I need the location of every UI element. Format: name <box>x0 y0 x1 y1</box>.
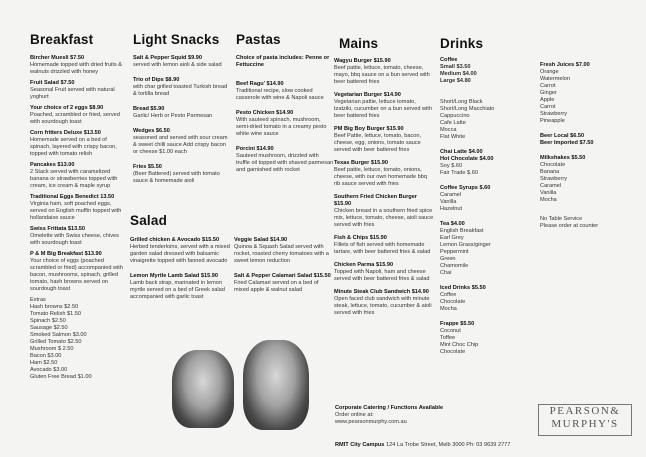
menu-item-desc: (Beer Battered) served with tomato sauce & homemade aioli <box>133 171 220 184</box>
mains-list <box>334 58 434 323</box>
menu-item-name: Traditional Eggs Benedict 13.50 <box>30 194 115 200</box>
coffee-title: Coffee <box>440 57 458 63</box>
coffee-size: Large $4.80 <box>440 78 471 84</box>
menu-item-desc: Fried Calamari served on a bed of mixed apple & walnut salad <box>234 280 319 293</box>
menu-item-desc: Vegetarian pattie, lettuce tomato, tzatziki, cucumber on a bun served with beer battered fries <box>334 99 432 119</box>
extra-item: Ham $2.50 <box>30 360 58 366</box>
pastas-intro: Choice of pasta includes: Penne or Fettuccine <box>236 55 330 68</box>
breakfast-list <box>30 55 128 381</box>
iced-title: Iced Drinks $5.50 <box>440 285 486 291</box>
menu-item-name: Fruit Salad $7.50 <box>30 80 75 86</box>
menu-item <box>130 237 230 265</box>
menu-item-desc: 2 Stack served with caramelized banana or strawberries topped with cream, ice cream & maple syrup <box>30 169 118 189</box>
milk-option: Fair Trade $.60 <box>440 170 478 176</box>
milkshake-item: Strawberry <box>540 176 568 182</box>
menu-item <box>234 237 334 265</box>
menu-item-name: Wagyu Burger $15.90 <box>334 58 391 64</box>
menu-item-name: Pancakes $13.00 <box>30 162 75 168</box>
frappe-item: Coconut <box>440 328 461 334</box>
menu-item-desc: Homemade topped with dried fruits & walnuts drizzled with honey <box>30 62 123 75</box>
frappe-title: Frappe $5.50 <box>440 321 475 327</box>
syrups-title: Coffee Syrups $.60 <box>440 185 491 191</box>
catering-block <box>335 405 515 426</box>
menu-item-name: Fries $5.50 <box>133 164 162 170</box>
menu-item <box>30 162 128 190</box>
tea-item: Peppermint <box>440 249 469 255</box>
menu-item <box>334 58 434 86</box>
juice-item: Apple <box>540 97 555 103</box>
catering-title: Corporate Catering / Functions Available <box>335 405 444 411</box>
menu-item-name: Porcini $14.90 <box>236 146 274 152</box>
menu-item-desc: Quinoa & Squash Salad served with rocket, roasted cherry tomatoes with a sweet lemon reduction <box>234 244 329 264</box>
menu-item-name: Veggie Salad $14.90 <box>234 237 288 243</box>
menu-item-desc: seasoned and served with sour cream & sweet chilli sauce Add crispy bacon or cheese $1.00 each <box>133 135 228 155</box>
extra-item: Smoked Salmon $3.00 <box>30 332 87 338</box>
menu-item-desc: Beef Pattie, lettuce, tomato, bacon, cheese, egg, onions, tomato sauce served with beer battered fries <box>334 133 422 153</box>
milkshakes-title: Milkshakes $5.50 <box>540 155 586 161</box>
menu-item-name: Bircher Muesli $7.50 <box>30 55 85 61</box>
menu-item-name: Trio of Dips $8.90 <box>133 77 180 83</box>
footer-campus: RMIT City Campus <box>335 442 385 448</box>
menu-item-desc: Lamb back strap, marinated in lemon myrtle served on a bed of Greek salad accompanied with garlic toast <box>130 280 225 300</box>
portrait-left-image <box>172 350 234 428</box>
portrait-right-image <box>243 340 309 430</box>
catering-line1: Order online at: <box>335 412 374 418</box>
coffee-type: Mocca <box>440 127 457 133</box>
menu-item-desc: Seasonal Fruit served with natural yoghurt <box>30 87 115 100</box>
menu-item-desc: Omelette with Swiss cheese, chives with sourdough toast <box>30 233 119 246</box>
tea-item: Green <box>440 256 456 262</box>
salad-heading: Salad <box>130 213 168 228</box>
iced-drink-item: Mocha <box>440 306 457 312</box>
coffee-type: Short/Long Macchiato <box>440 106 495 112</box>
menu-item-name: Texas Burger $15.90 <box>334 160 389 166</box>
footer <box>335 442 535 449</box>
frappe-item: Mint Choc Chip <box>440 342 479 348</box>
pastas-list <box>236 55 334 182</box>
menu-item-desc: Fillets of fish served with homemade tartare, with beer battered fries & salad <box>334 242 431 255</box>
menu-item <box>30 194 128 222</box>
footer-phone: Ph: 03 9639 2777 <box>466 442 511 448</box>
juice-item: Watermelon <box>540 76 570 82</box>
tea-item: Chai <box>440 270 452 276</box>
milkshake-item: Mocha <box>540 197 557 203</box>
menu-item <box>133 77 231 98</box>
menu-item <box>234 273 334 294</box>
menu-item-name: PM Big Boy Burger $15.90 <box>334 126 404 132</box>
menu-item-name: Swiss Frittata $13.50 <box>30 226 86 232</box>
menu-item <box>334 160 434 188</box>
menu-item-name: Chicken Parma $15.90 <box>334 262 394 268</box>
menu-item-name: Wedges $6.50 <box>133 128 170 134</box>
menu-item <box>133 106 231 120</box>
tea-item: English Breakfast <box>440 228 484 234</box>
syrup-item: Hazelnut <box>440 206 463 212</box>
beer-imported: Beer Imported $7.50 <box>540 140 594 146</box>
light-snacks-heading: Light Snacks <box>133 32 220 47</box>
menu-item-desc: Topped with Napoli, ham and cheese served with beer battered fries & salad <box>334 269 430 282</box>
logo-line1: PEARSON& <box>549 405 621 417</box>
extra-item: Hash browns $2.50 <box>30 304 79 310</box>
menu-item-desc: Garlic/ Herb or Pesto Parmesan <box>133 113 213 119</box>
menu-item-desc: Beef pattie, lettuce, tomato, onions, cheese, with our own homemade bbq rib sauce served with fries <box>334 167 427 187</box>
drinks-heading: Drinks <box>440 36 484 51</box>
salad-list-right <box>234 237 334 302</box>
notice-no-table-service: No Table Service <box>540 216 583 222</box>
extras-title: Extras <box>30 297 46 303</box>
tea-item: Earl Grey <box>440 235 464 241</box>
menu-item-desc: Poached, scrambled or fried, served with sourdough toast <box>30 112 120 125</box>
menu-item <box>130 273 230 301</box>
extra-item: Tomato Relish $1.50 <box>30 311 81 317</box>
coffee-type: Flat White <box>440 134 466 140</box>
menu-item-name: Lemon Myrtle Lamb Salad $15.90 <box>130 273 218 279</box>
menu-item <box>30 226 128 247</box>
mains-heading: Mains <box>339 36 379 51</box>
catering-url[interactable]: www.pearsonmurphy.com.au <box>335 419 407 425</box>
menu-item-desc: Open faced club sandwich with minute steak, lettuce, tomato, cucumber & aioli served with fries <box>334 296 432 316</box>
coffee-size: Small $3.50 <box>440 64 471 70</box>
extra-item: Avocado $3.00 <box>30 367 68 373</box>
juice-item: Ginger <box>540 90 557 96</box>
menu-item <box>334 126 434 154</box>
tea-title: Tea $4.00 <box>440 221 465 227</box>
juice-item: Carrot <box>540 83 556 89</box>
extra-item: Mushroom $ 2.50 <box>30 346 74 352</box>
menu-item-desc: Herbed tenderloins, served with a mixed garden salad dressed with balsamic vinaigrette topped with fanned avocado <box>130 244 230 264</box>
milk-option: Soy $.60 <box>440 163 463 169</box>
menu-item <box>334 262 434 283</box>
menu-item <box>30 80 128 101</box>
menu-item-name: Beef Ragu' $14.90 <box>236 81 284 87</box>
coffee-type: Cafe Latte <box>440 120 466 126</box>
menu-item-name: Pesto Chicken $14.90 <box>236 110 294 116</box>
menu-item-name: Vegetarian Burger $14.90 <box>334 92 401 98</box>
juice-item: Orange <box>540 69 559 75</box>
menu-item <box>30 55 128 76</box>
coffee-size: Medium $4.00 <box>440 71 477 77</box>
menu-item-desc: Homemade served on a bed of spinach, layered with crispy bacon, topped with tomato relish <box>30 137 117 157</box>
menu-item-desc: Virginia ham, soft poached eggs, served on English muffin topped with hollandaise sauce <box>30 201 122 221</box>
tea-item: Chamomile <box>440 263 469 269</box>
menu-item-desc: served with lemon aioli & side salad <box>133 62 222 68</box>
tea-item: Lemon Grass/ginger <box>440 242 491 248</box>
menu-item <box>133 55 231 69</box>
juice-item: Strawberry <box>540 111 568 117</box>
iced-drink-item: Coffee <box>440 292 457 298</box>
logo-line2: MURPHY'S <box>551 418 619 430</box>
juice-item: Pineapple <box>540 118 565 124</box>
footer-address: 124 La Trobe Street, Melb 3000 <box>385 442 465 448</box>
pastas-heading: Pastas <box>236 32 281 47</box>
menu-item <box>30 251 128 293</box>
milkshake-item: Caramel <box>540 183 562 189</box>
coffee-type: Short/Long Black <box>440 99 483 105</box>
notice-order-counter: Please order at counter <box>540 223 599 229</box>
menu-item <box>334 92 434 120</box>
menu-item <box>334 194 434 229</box>
menu-item-name: Bread $5.90 <box>133 106 165 112</box>
extra-item: Gluten Free Bread $1.00 <box>30 374 92 380</box>
menu-item <box>236 110 334 138</box>
menu-item <box>30 105 128 126</box>
menu-item <box>334 235 434 256</box>
menu-item-name: Fish & Chips $15.90 <box>334 235 387 241</box>
juice-item: Carrot <box>540 104 556 110</box>
breakfast-heading: Breakfast <box>30 32 94 47</box>
menu-item-desc: Your choice of eggs (poached scrambled or fried) accompanied with bacon, mushrooms, spinach, grilled tomato, hash browns served on sourdough toast <box>30 258 123 292</box>
light-snacks-list <box>133 55 231 193</box>
menu-item <box>30 130 128 158</box>
menu-item-desc: With sauteed spinach, mushroom, semi-dried tomato in a creamy pesto white wine sauce <box>236 117 327 137</box>
menu-item <box>334 289 434 317</box>
menu-item-desc: with char grilled toasted Turkish bread & tortilla bread <box>133 84 228 97</box>
menu-item-desc: Beef pattie, lettuce, tomato, cheese, mayo, bbq sauce on a bun served with beer battered fries <box>334 65 430 85</box>
drinks-list <box>440 57 528 356</box>
milkshake-item: Chocolate <box>540 162 566 168</box>
beer-local: Beer Local $6.50 <box>540 133 585 139</box>
menu-item <box>133 164 231 185</box>
milkshake-item: Vanilla <box>540 190 557 196</box>
menu-item-name: P & M Big Breakfast $13.90 <box>30 251 102 257</box>
extra-item: Grilled Tomato $2.50 <box>30 339 82 345</box>
juices-title: Fresh Juices $7.00 <box>540 62 590 68</box>
extra-item: Sausage $2.50 <box>30 325 68 331</box>
coffee-type: Cappuccino <box>440 113 470 119</box>
menu-item-name: Your choice of 2 eggs $8.90 <box>30 105 104 111</box>
iced-drink-item: Chocolate <box>440 299 466 305</box>
menu-item-desc: Traditional recipe, slow cooked casserole with wine & Napoli sauce <box>236 88 324 101</box>
menu-item-desc: Chicken breast in a southern fried spice mix, lettuce, tomato, cheese, aioli sauce served with fries <box>334 208 434 228</box>
milkshake-item: Banana <box>540 169 560 175</box>
syrup-item: Caramel <box>440 192 462 198</box>
chai-latte: Chai Latte $4.00 <box>440 149 483 155</box>
hot-chocolate: Hot Chocolate $4.00 <box>440 156 494 162</box>
extra-item: Spinach $2.50 <box>30 318 66 324</box>
menu-item-name: Grilled chicken & Avocado $15.50 <box>130 237 220 243</box>
menu-item-name: Southern Fried Chicken Burger $15.90 <box>334 194 417 207</box>
menu-item-name: Corn fritters Deluxe $13.50 <box>30 130 101 136</box>
extra-item: Bacon $3.00 <box>30 353 62 359</box>
menu-item-name: Salt & Pepper Squid $9.90 <box>133 55 203 61</box>
menu-item-name: Salt & Pepper Calamari Salad $15.50 <box>234 273 331 279</box>
syrup-item: Vanilla <box>440 199 457 205</box>
menu-item-name: Minute Steak Club Sandwich $14.90 <box>334 289 429 295</box>
menu-item <box>236 146 334 174</box>
menu-item-desc: Sauteed mushroom, drizzled with truffle oil topped with shaved parmesan and garnished with rocket <box>236 153 334 173</box>
frappe-item: Toffee <box>440 335 456 341</box>
salad-list-left <box>130 237 230 309</box>
menu-item <box>236 81 334 102</box>
menu-item <box>133 128 231 156</box>
frappe-item: Chocolate <box>440 349 466 355</box>
juices-list <box>540 62 632 230</box>
pearson-murphys-logo <box>538 404 632 436</box>
